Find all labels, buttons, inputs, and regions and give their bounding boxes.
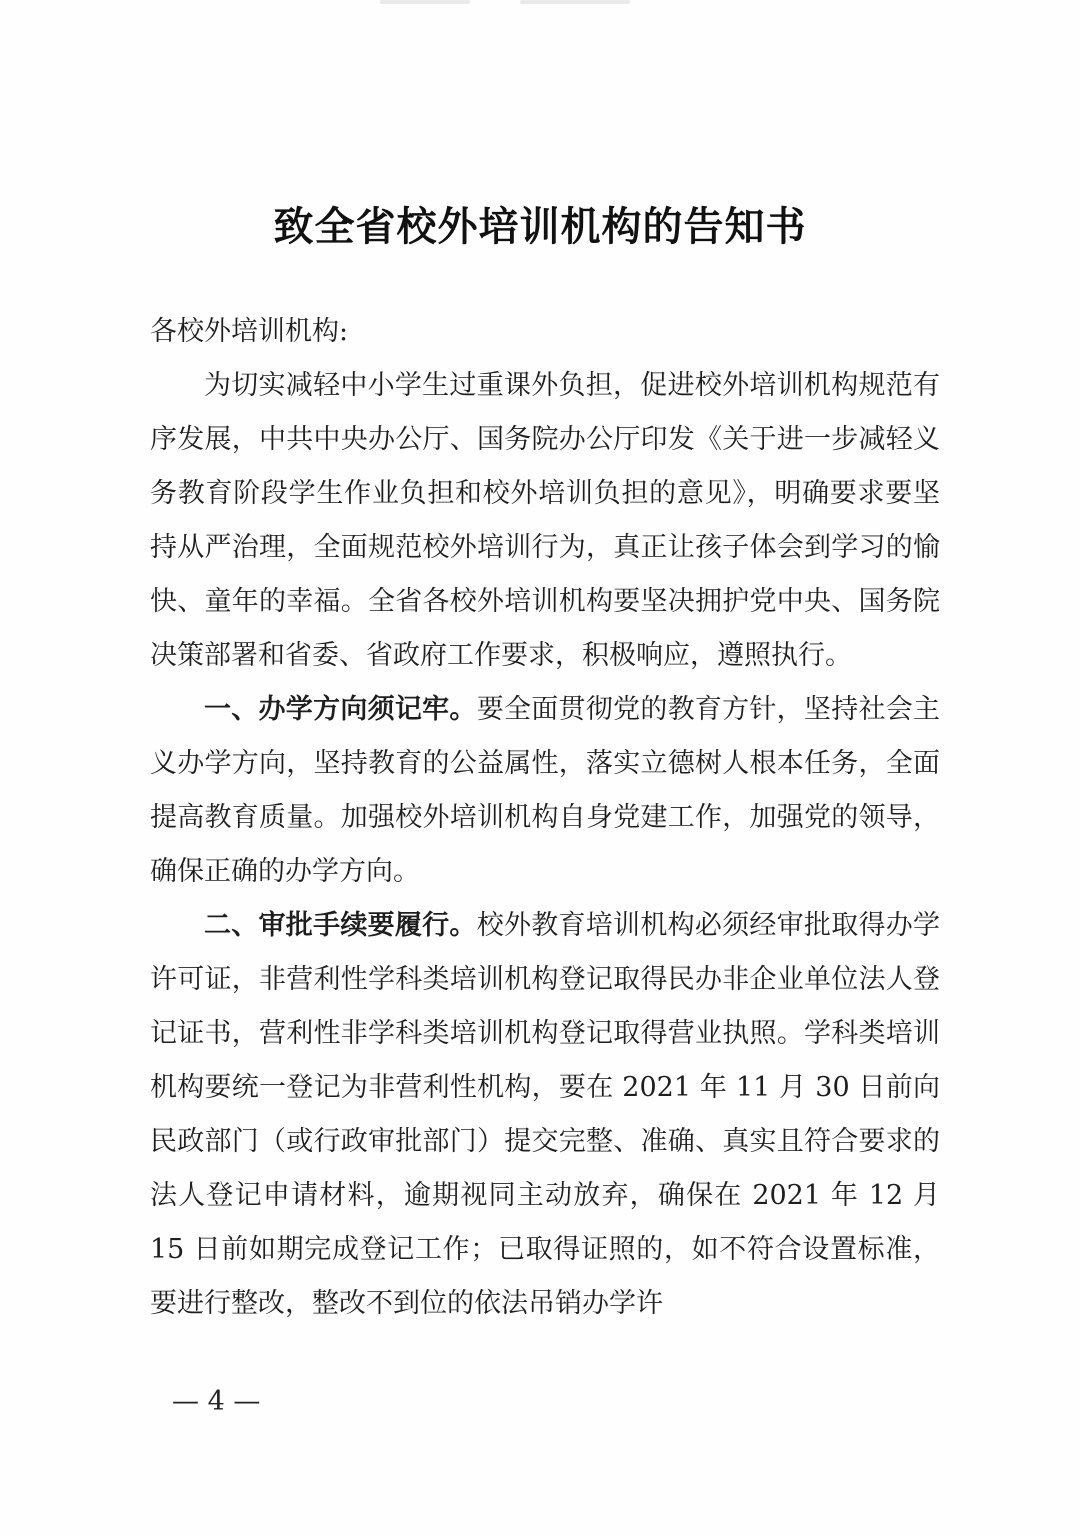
scan-artifact [380,0,470,4]
scan-artifact [520,0,630,4]
page-number: — 4 — [172,1386,261,1417]
section-paragraph-1 [150,683,940,899]
section-text-1: 要全面贯彻党的教育方针，坚持社会主义办学方向，坚持教育的公益属性，落实立德树人根本任务，全面提高教育质量。加强校外培训机构自身党建工作，加强党的领导，确保正确的办学方向。 [150,694,941,887]
section-text-2: 校外教育培训机构必须经审批取得办学许可证，非营利性学科类培训机构登记取得民办非企业单位法人登记证书，营利性非学科类培训机构登记取得营业执照。学科类培训机构要统一登记为非营利性机构，要在 2021 年 11 月 30 日前向民政部门（或行政审批部门）提交完整、准确、真实且符合要求的法人登记申请材料，逾期视同主动放弃，确保在 2021 年 12 月 15 日前如期完成登记工作；已取得证照的，如不符合设置标准，要进行整改，整改不到位的依法吊销办学许 [150,910,941,1319]
document-title: 致全省校外培训机构的告知书 [273,204,807,250]
section-heading-1: 一、办学方向须记牢。 [204,694,477,725]
document-body [150,305,940,1331]
intro-paragraph: 为切实减轻中小学生过重课外负担，促进校外培训机构规范有序发展，中共中央办公厅、国务院办公厅印发《关于进一步减轻义务教育阶段学生作业负担和校外培训负担的意见》，明确要求要坚持从严治理，全面规范校外培训行为，真正让孩子体会到学习的愉快、童年的幸福。全省各校外培训机构要坚决拥护党中央、国务院决策部署和省委、省政府工作要求，积极响应，遵照执行。 [150,370,940,671]
section-heading-2: 二、审批手续要履行。 [204,910,477,941]
salutation: 各校外培训机构: [150,316,349,347]
section-paragraph-2 [150,899,940,1331]
